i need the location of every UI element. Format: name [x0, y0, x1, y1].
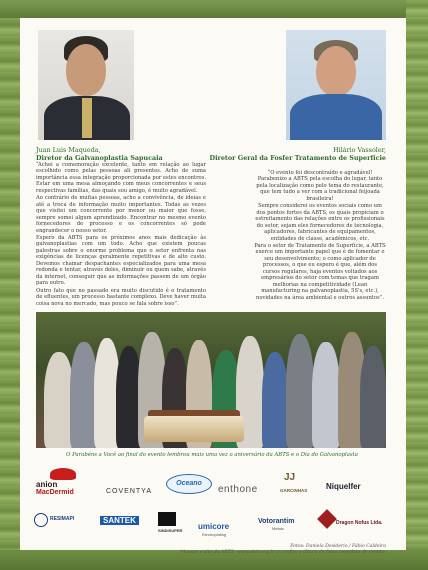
credits-note: *Acesse o site da ABTS: www.abts.org.br e confira o álbum de fotos completo do evento. [179, 549, 386, 555]
person-figure [286, 334, 314, 448]
quote-paragraph: “Achei a comemoração excelente, tanto em relação ao lugar escolhido como pelas pessoas ali presentes. Acho de suma importância essa integração proporcionada por estes encontros. Estar em uma mesa almoçando com meus concorrentes e seus respectivas famílias, das quais sou amigo, é muito agradável. [36, 162, 206, 194]
oceano-logo: Oceano [166, 474, 212, 494]
group-photo [36, 312, 386, 448]
umicore-logo: umicore [198, 522, 230, 531]
person-name: Juan Luis Maqueda, [36, 146, 101, 154]
quote-paragraph: Sempre considerei os eventos sociais como um dos pontos fortes da ABTS, os quais propiciam o estreitamento das relações entre os profissionais do setor, sejam eles fornecedores de tecnologia, aplicadores, fabricantes de equipamentos, entidades de classe, acadêmicos, etc. [255, 203, 385, 242]
anion-logo-icon [50, 468, 76, 480]
anion-logo: anion [36, 480, 58, 489]
dragon-logo: Dragon Nofus Ltda. [336, 520, 383, 526]
dragon-logo-icon [317, 509, 337, 529]
garcinhas-logo: GARCINHAS [280, 488, 308, 493]
quote-paragraph: “O evento foi descontraído e agradável! Parabenizo a ABTS pela escolha do lugar, tanto pela localização como pelo tema do restaurante, que tem tudo a ver com a tradicional feijoada brasileira! [256, 170, 384, 202]
votorantim-subtitle: Metais [272, 526, 284, 531]
wood-border-right [406, 0, 428, 570]
wood-border-top [0, 0, 428, 18]
quote-paragraph: Outro fato que no passado era muito discutido é o tratamento de efluentes, um processo bastante complexo. Deve haver muita coisa nova no mercado, mas pouco se fala sobre isso”. [36, 287, 206, 307]
macdermid-logo: MacDermid [36, 489, 74, 496]
portrait-maqueda [38, 30, 134, 140]
quote-paragraph: Ao contrário de muitas pessoas, acho a convivência, de ideias e até a troca de informação muito importantes. Todas as vezes que visitei um concorrente por menor ou maior que fosse, sempre somei algum aprendizado. Encontrar no mesmo evento fornecedores de processo e os concorrentes só pode engrandecer o nosso setor. [36, 195, 206, 234]
person-role: Diretor Geral da Fosfer Tratamento de Superfície [209, 154, 386, 162]
quote-paragraph: Espero da ABTS para os próximos anos mais dedicação às galvanoplastias com um todo. Acho que existem poucas palestras sobre o enorme problema que o setor enfrenta nas exigências de licenças geralmente repetitivas e de alto custo. Devemos chamar despachantes especializados para uma mesa redonda e tentar, através deles, diminuir ou quem sabe, através da internet, conseguir que as informações passem de um órgão para outro. [36, 234, 206, 287]
votorantim-logo: Votorantim [258, 518, 295, 525]
portrait-vassoler [286, 30, 386, 140]
niquelfer-logo: Niquelfer [326, 482, 361, 491]
person-figure [312, 342, 340, 448]
umicore-subtitle: Electroplating [202, 532, 227, 537]
person-figure [360, 346, 386, 448]
portrait-face [316, 46, 356, 96]
photo-credits [150, 544, 386, 555]
wood-border-left [0, 0, 20, 570]
name-block-vassoler [196, 146, 386, 162]
portrait-tie [82, 98, 92, 138]
person-figure [262, 352, 288, 448]
jj-logo: JJ [284, 472, 296, 483]
coventya-logo: COVENTYA [106, 488, 152, 495]
portrait-face [66, 44, 106, 96]
santek-logo: SANTEK [100, 516, 139, 525]
person-name: Hilário Vassoler, [333, 146, 386, 154]
resimapi-logo: RESIMAPI [50, 516, 75, 522]
resimapi-logo-icon [34, 513, 48, 527]
birthday-cake [144, 416, 244, 442]
sponsor-logos [36, 466, 386, 544]
photo-caption: O Parabéns a Você ao final do evento lembrou mais uma vez o aniversário da ABTS e o Dia do Galvanoplasta [66, 452, 358, 458]
quote-vassoler [254, 170, 386, 302]
enthone-logo: enthone [218, 484, 258, 495]
portrait-shirt [290, 94, 382, 140]
credits-photos: Fotos: Daniela Desiderio / Fábio Caldeira [290, 544, 386, 549]
quote-maqueda [36, 162, 206, 308]
quote-paragraph: Para o setor de Tratamento de Superfície, a ABTS exerce um importante papel que é de fomentar o seu desenvolvimento; o como aplicador de processos, o que eu espero é que, além dos cursos regulares, haja eventos voltados aos empresários do setor com temas que tragam melhorias na competitividade (Lean manufacturing na galvanoplastia, 5S's, etc.), novidades na área ambiental e outros assuntos”. [254, 242, 386, 301]
sindisuper-logo-icon [158, 512, 176, 526]
sindisuper-logo: SINDISUPER [158, 528, 183, 533]
person-role: Diretor da Galvanoplastia Sapucaia [36, 154, 163, 162]
